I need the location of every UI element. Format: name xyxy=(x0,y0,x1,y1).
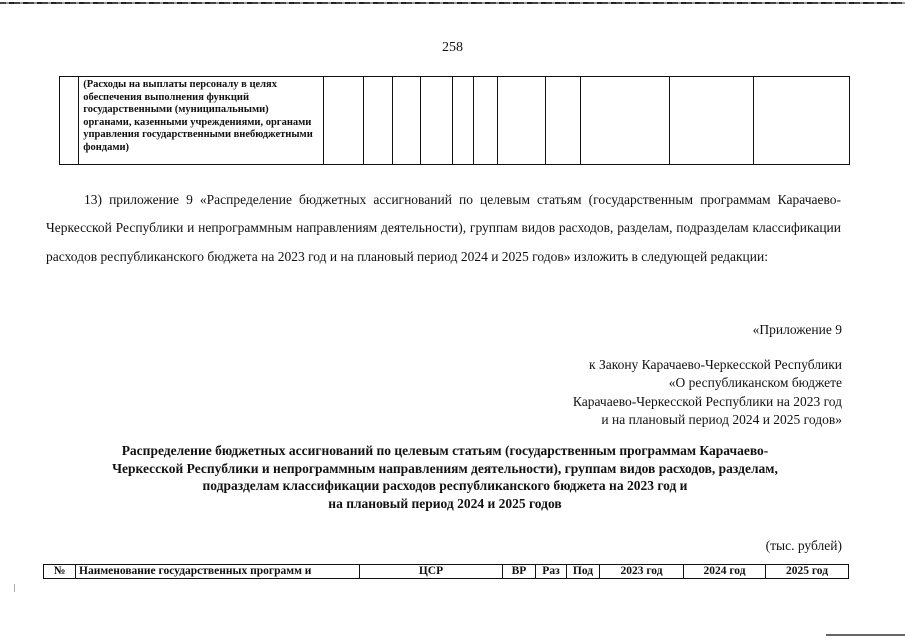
appendix-title: «Приложение 9 xyxy=(752,322,842,337)
appendix-line: «О республиканском бюджете xyxy=(668,375,842,391)
header-num: № xyxy=(44,565,76,579)
header-vr: ВР xyxy=(503,565,536,579)
continuation-table xyxy=(59,76,850,165)
header-raz: Раз xyxy=(536,565,567,579)
heading-line: на плановый период 2024 и 2025 годов xyxy=(328,495,562,511)
units-label: (тыс. рублей) xyxy=(765,538,842,553)
header-csr: ЦСР xyxy=(360,565,503,579)
expense-description: (Расходы на выплаты персоналу в целях обеспечения выполнения функций государственными (муниципальными) органами, казенными учреждениями, органами управления государственными внебюджетными фондами) xyxy=(79,77,324,165)
heading-line: Распределение бюджетных ассигнований по целевым статьям (государственным программам Карачаево- xyxy=(121,443,769,458)
continuation-row xyxy=(60,77,850,165)
table-cell xyxy=(392,77,420,165)
appendix-reference xyxy=(573,320,842,430)
scan-mark xyxy=(14,584,15,592)
table-cell xyxy=(580,77,669,165)
table-cell xyxy=(324,77,364,165)
table-cell xyxy=(364,77,392,165)
header-2025: 2025 год xyxy=(766,565,849,579)
table-cell xyxy=(753,77,849,165)
table-header-row xyxy=(44,565,849,579)
budget-table-header xyxy=(43,564,849,579)
table-cell xyxy=(421,77,453,165)
scan-bottom-edge xyxy=(826,634,905,636)
table-cell xyxy=(497,77,546,165)
table-cell xyxy=(669,77,753,165)
scan-top-edge xyxy=(0,2,905,4)
header-name: Наименование государственных программ и xyxy=(76,565,360,579)
header-2023: 2023 год xyxy=(600,565,684,579)
table-cell xyxy=(473,77,497,165)
appendix-line: к Закону Карачаево-Черкесской Республики xyxy=(589,357,842,372)
table-cell xyxy=(60,77,79,165)
heading-line: подразделам классификации расходов республиканского бюджета на 2023 год и xyxy=(202,478,688,493)
page-number: 258 xyxy=(442,40,463,55)
table-cell xyxy=(453,77,473,165)
amendment-paragraph: 13) приложение 9 «Распределение бюджетных ассигнований по целевым статьям (государственным программам Карачаево-Черкесской Республики и непрограммным направлениям деятельности), группам видов расходов, разделам, подразделам классификации расходов республиканского бюджета на 2023 год и на плановый период 2024 и 2025 годов» изложить в следующей редакции: xyxy=(46,192,841,264)
appendix-line: и на плановый период 2024 и 2025 годов» xyxy=(601,412,842,428)
section-heading xyxy=(46,442,844,512)
appendix-line: Карачаево-Черкесской Республики на 2023 год xyxy=(572,393,842,409)
header-2024: 2024 год xyxy=(684,565,766,579)
heading-line: Черкесской Республики и непрограммным направлениям деятельности), группам видов расходов, разделам, xyxy=(112,460,778,476)
table-cell xyxy=(546,77,580,165)
header-pod: Под xyxy=(567,565,600,579)
